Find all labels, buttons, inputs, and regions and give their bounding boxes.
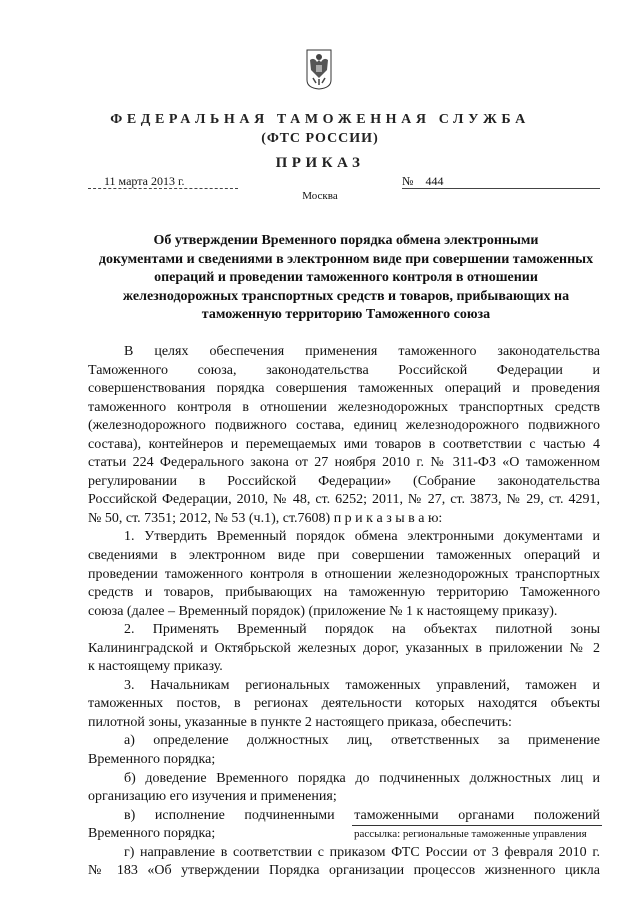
title-line: таможенную территорию Таможенного союза [201, 307, 491, 323]
body-line: а) определение должностных лиц, ответственных за применение [124, 733, 600, 749]
body-line: к настоящему приказу. [88, 659, 223, 675]
body-line: таможенных постов, в регионах деятельности которых находятся объекты [88, 696, 600, 712]
body-line: Временного порядка; [88, 752, 216, 768]
body-line: в) исполнение подчиненными таможенными органами положений [124, 807, 600, 823]
title-line: Об утверждении Временного порядка обмена электронными [153, 233, 539, 248]
body-line: 3. Начальникам региональных таможенных управлений, таможен и [124, 677, 600, 693]
body-line: Временного порядка; [88, 826, 216, 842]
body-line: регулировании в Российской Федерации» (Собрание законодательства [88, 473, 600, 489]
body-line: б) доведение Временного порядка до подчиненных должностных лиц и [124, 770, 600, 786]
body-line: В целях обеспечения применения таможенного законодательства [124, 344, 600, 359]
body-line: 2. Применять Временный порядок на объектах пилотной зоны [124, 622, 600, 638]
number-value: 444 [425, 174, 444, 188]
agency-short-name: (ФТС РОССИИ) [261, 131, 379, 146]
body-line: № 183 «Об утверждении Порядка организации процессов жизненного цикла [88, 863, 600, 879]
body-line: состава), контейнеров и перемещаемых ими товаров в соответствии с частью 4 [88, 436, 600, 452]
footer-divider [352, 825, 602, 826]
body-line: 1. Утвердить Временный порядок обмена электронными документами и [124, 529, 600, 545]
body-line: (железнодорожного подвижного состава, единиц железнодорожного подвижного [88, 418, 600, 434]
body-line: № 50, ст. 7351; 2012, № 53 (ч.1), ст.7608) п р и к а з ы в а ю: [88, 510, 443, 526]
body-line: таможенного контроля в отношении железнодорожных транспортных средств [88, 399, 600, 415]
document-body [88, 343, 600, 881]
document-title [90, 232, 602, 325]
document-number [402, 174, 600, 189]
body-line: Калининградской и Октябрьской железных дорог, указанных в приложении № 2 [88, 640, 600, 656]
body-line: сведениями в электронном виде при совершении таможенных операций и [88, 548, 600, 564]
coat-of-arms-emblem [305, 48, 333, 90]
city: Москва [302, 190, 338, 202]
title-line: железнодорожных транспортных средств и товаров, прибывающих на [122, 288, 570, 304]
body-line: г) направление в соответствии с приказом ФТС России от 3 февраля 2010 г. [124, 844, 600, 860]
document-date: 11 марта 2013 г. [88, 174, 238, 189]
body-line: организацию его изучения и применения; [88, 789, 337, 805]
title-line: операций и проведении таможенного контроля в отношении [154, 270, 538, 286]
body-line: средств и товаров, прибывающих на таможенную территорию Таможенного [88, 585, 600, 601]
body-line: Российской Федерации, 2010, № 48, ст. 6252; 2011, № 27, ст. 3873, № 29, ст. 4291, [88, 492, 600, 508]
body-line: статьи 224 Федерального закона от 27 ноября 2010 г. № 311-ФЗ «О таможенном [88, 455, 600, 471]
title-line: документами и сведениями в электронном виде при совершении таможенных [98, 251, 594, 267]
number-label: № [402, 174, 414, 188]
agency-name: ФЕДЕРАЛЬНАЯ ТАМОЖЕННАЯ СЛУЖБА [110, 112, 530, 127]
body-line: проведении таможенного контроля в отношении железнодорожных транспортных [88, 566, 600, 582]
body-line: союза (далее – Временный порядок) (приложение № 1 к настоящему приказу). [88, 603, 558, 619]
body-line: совершенствования порядка совершения таможенных операций и проведения [88, 381, 600, 397]
body-line: Таможенного союза, законодательства Российской Федерации и [88, 362, 600, 378]
document-type: ПРИКАЗ [275, 155, 365, 171]
body-line: пилотной зоны, указанные в пункте 2 настоящего приказа, обеспечить: [88, 714, 512, 730]
distribution-note: рассылка: региональные таможенные управления [354, 828, 587, 840]
